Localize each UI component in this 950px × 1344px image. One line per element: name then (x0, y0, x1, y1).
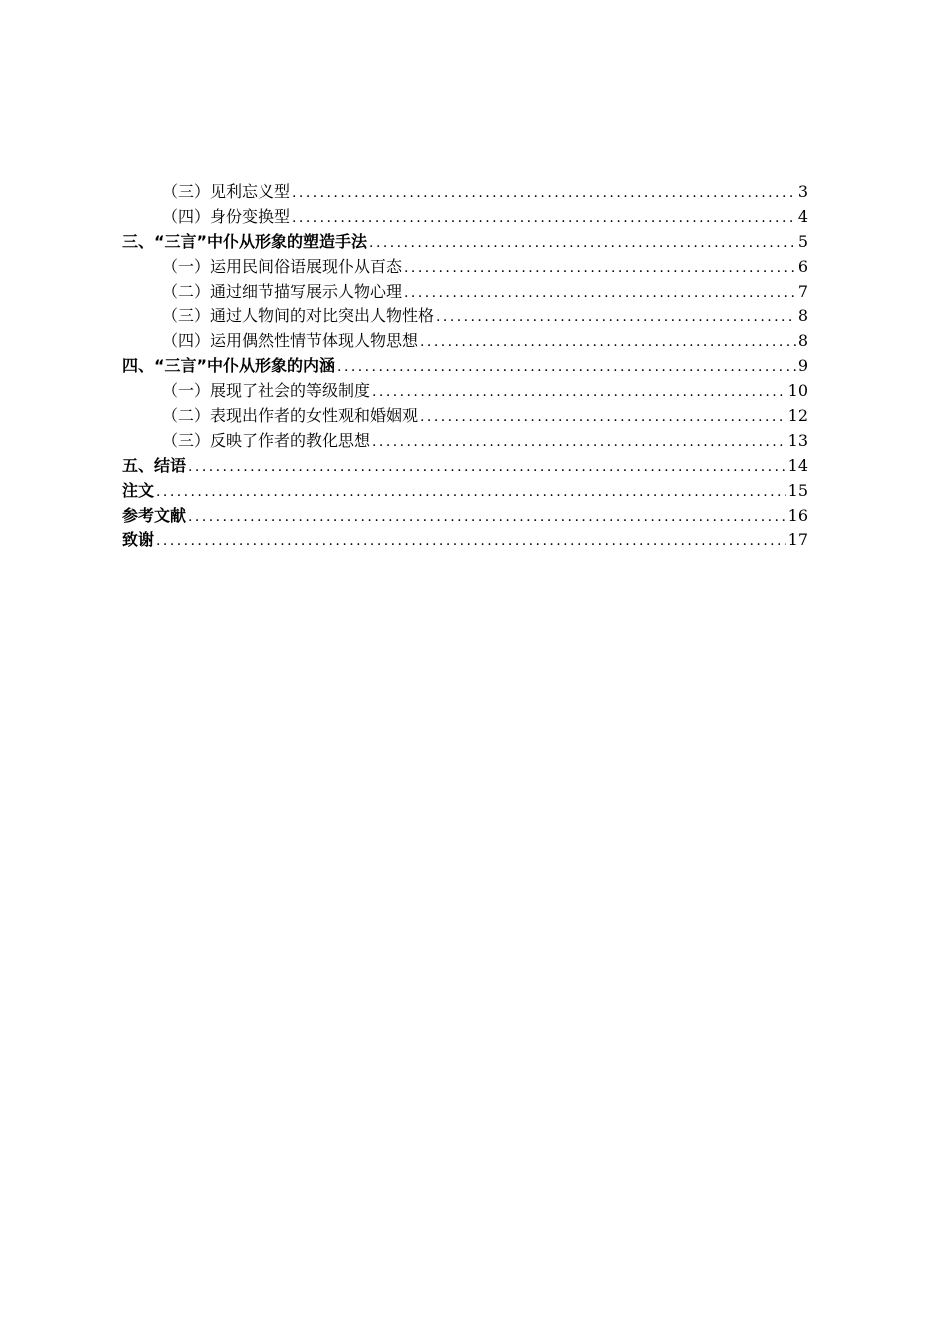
toc-entry[interactable] (122, 255, 808, 280)
toc-entry-title: 参考文献 (122, 505, 187, 525)
toc-dot-leader (372, 380, 786, 405)
toc-dot-leader (404, 281, 796, 306)
toc-page-number: 10 (787, 381, 808, 401)
toc-entry-title: 五、结语 (122, 455, 187, 475)
toc-entry-title: （一）运用民间俗语展现仆从百态 (162, 256, 403, 276)
toc-entry[interactable] (122, 304, 808, 329)
toc-dot-leader (436, 305, 796, 330)
toc-entry[interactable] (122, 528, 808, 553)
toc-page-number: 9 (797, 356, 808, 376)
toc-entry[interactable] (122, 504, 808, 529)
toc-page-number: 14 (787, 455, 808, 475)
table-of-contents (122, 180, 808, 553)
toc-entry-title: （二）通过细节描写展示人物心理 (162, 281, 403, 301)
toc-entry[interactable] (122, 429, 808, 454)
toc-entry[interactable] (122, 180, 808, 205)
toc-entry[interactable] (122, 280, 808, 305)
toc-page-number: 12 (787, 406, 808, 426)
toc-dot-leader (337, 355, 796, 380)
toc-entry-title: （三）见利忘义型 (162, 182, 291, 201)
toc-entry-title: （四）身份变换型 (162, 206, 291, 226)
toc-dot-leader (369, 231, 796, 256)
toc-dot-leader (420, 405, 786, 430)
toc-page-number: 3 (797, 182, 808, 201)
toc-entry[interactable] (122, 454, 808, 479)
toc-dot-leader (372, 430, 786, 455)
toc-page-number: 4 (797, 206, 808, 226)
toc-page-number: 6 (797, 256, 808, 276)
toc-entry[interactable] (122, 404, 808, 429)
toc-dot-leader (292, 181, 796, 206)
toc-entry[interactable] (122, 205, 808, 230)
toc-entry-title: 四、“三言”中仆从形象的内涵 (122, 356, 336, 376)
toc-entry-title: （一）展现了社会的等级制度 (162, 381, 371, 401)
toc-entry[interactable] (122, 329, 808, 354)
toc-entry[interactable] (122, 479, 808, 504)
toc-entry-title: （二）表现出作者的女性观和婚姻观 (162, 406, 419, 426)
toc-page-number: 7 (797, 281, 808, 301)
toc-page-number: 8 (797, 306, 808, 326)
toc-dot-leader (188, 455, 786, 480)
toc-page-number: 15 (787, 480, 808, 500)
toc-entry-title: 致谢 (122, 530, 155, 550)
toc-entry-title: 注文 (122, 480, 155, 500)
toc-page-number: 16 (787, 505, 808, 525)
toc-entry-title: （三）反映了作者的教化思想 (162, 430, 371, 450)
toc-dot-leader (292, 206, 796, 231)
toc-dot-leader (420, 330, 796, 355)
toc-dot-leader (156, 480, 786, 505)
toc-page-number: 17 (787, 530, 808, 550)
toc-entry[interactable] (122, 354, 808, 379)
toc-entry-title: （三）通过人物间的对比突出人物性格 (162, 306, 435, 326)
toc-dot-leader (188, 505, 786, 530)
toc-page-number: 13 (787, 430, 808, 450)
toc-entry[interactable] (122, 379, 808, 404)
toc-page-number: 5 (797, 231, 808, 251)
toc-entry-title: 三、“三言”中仆从形象的塑造手法 (122, 231, 368, 251)
toc-entry[interactable] (122, 230, 808, 255)
toc-page-number: 8 (797, 331, 808, 351)
toc-dot-leader (156, 529, 786, 554)
toc-dot-leader (404, 256, 796, 281)
toc-entry-title: （四）运用偶然性情节体现人物思想 (162, 331, 419, 351)
